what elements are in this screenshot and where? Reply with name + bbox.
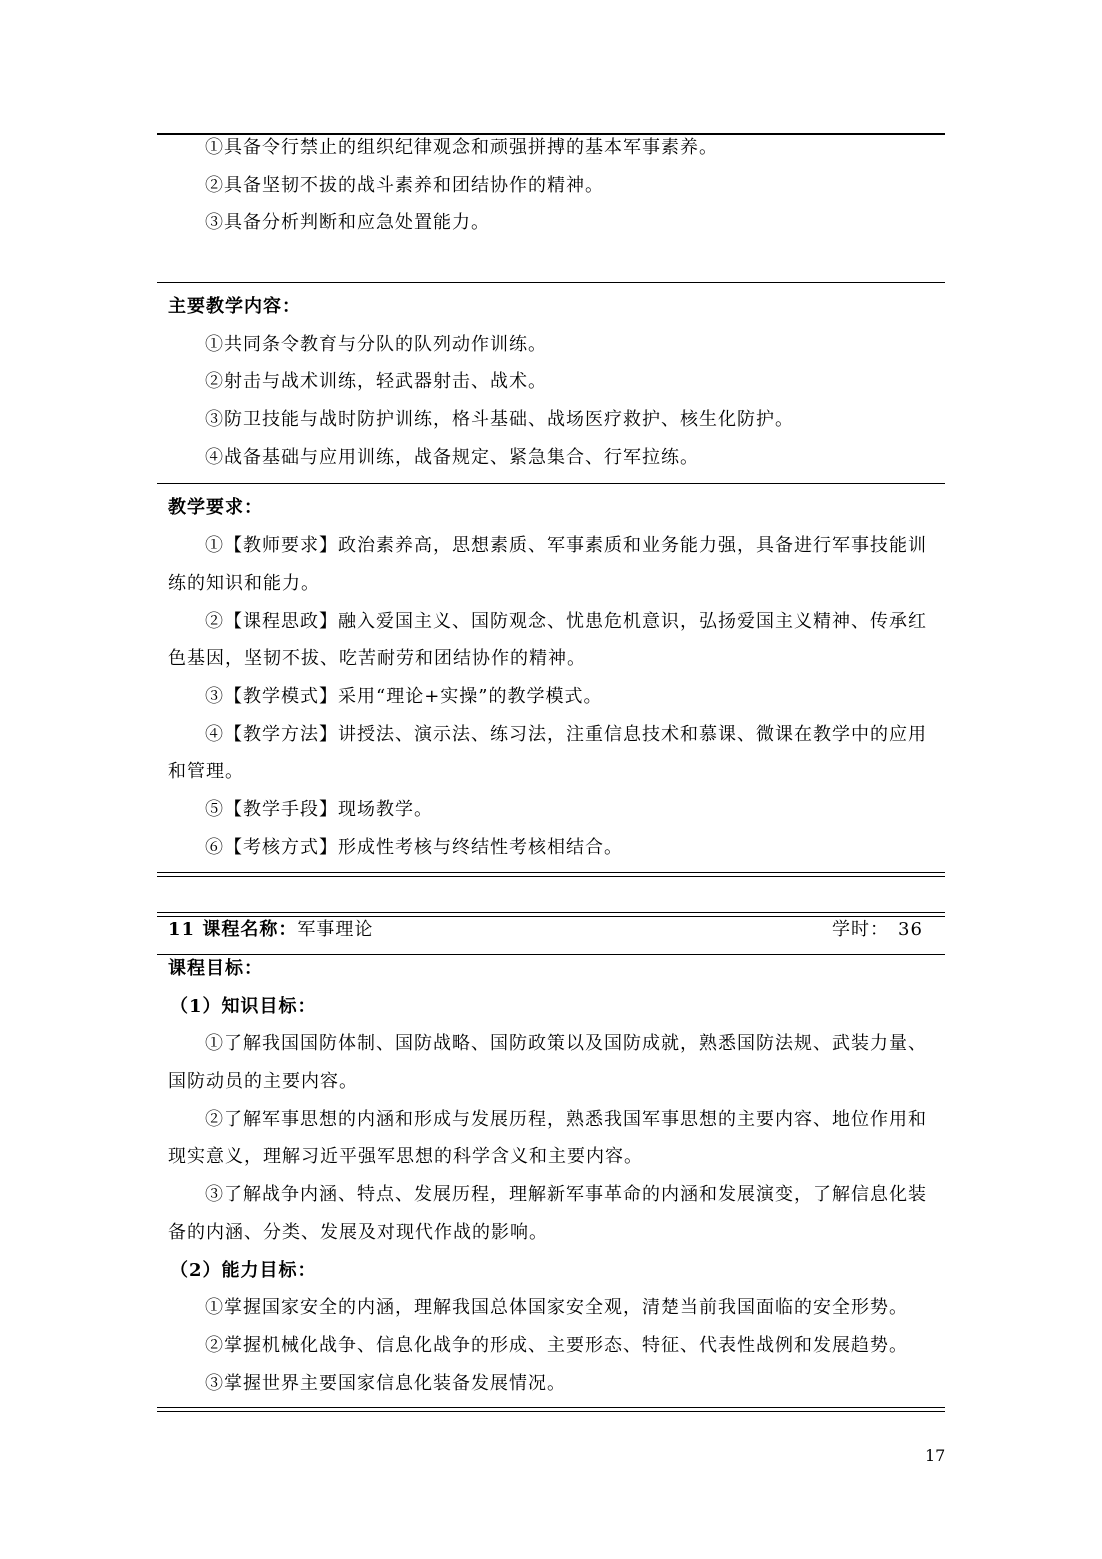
content-item-2: ②射击与战术训练，轻武器射击、战术。 [205, 371, 547, 392]
table-top-rule-double [157, 916, 945, 917]
table-top-rule [157, 133, 945, 135]
table-bottom-rule-double [157, 876, 945, 877]
requirement-method: ④【教学方法】讲授法、演示法、练习法，注重信息技术和慕课、微课在教学中的应用 [205, 724, 927, 745]
content-item-3: ③防卫技能与战时防护训练，格斗基础、战场医疗救护、核生化防护。 [205, 409, 794, 430]
table-bottom-rule [157, 872, 945, 873]
requirement-mode: ③【教学模式】采用“理论+实操”的教学模式。 [205, 686, 603, 707]
requirement-teacher: ①【教师要求】政治素养高，思想素质、军事素质和业务能力强，具备进行军事技能训 [205, 535, 927, 556]
course-hours: 36 [898, 919, 923, 940]
section-divider [157, 954, 945, 955]
requirement-ideology-cont: 色基因，坚韧不拔、吃苦耐劳和团结协作的精神。 [168, 648, 586, 669]
goal-item-1: ①具备令行禁止的组织纪律观念和顽强拼搏的基本军事素养。 [205, 137, 718, 158]
requirement-teacher-cont: 练的知识和能力。 [168, 573, 320, 594]
table-top-rule [157, 912, 945, 913]
requirement-ideology: ②【课程思政】融入爱国主义、国防观念、忧患危机意识，弘扬爱国主义精神、传承红 [205, 611, 927, 632]
knowledge-item-3: ③了解战争内涵、特点、发展历程，理解新军事革命的内涵和发展演变，了解信息化装 [205, 1184, 927, 1205]
content-item-4: ④战备基础与应用训练，战备规定、紧急集合、行军拉练。 [205, 447, 699, 468]
ability-item-1: ①掌握国家安全的内涵，理解我国总体国家安全观，清楚当前我国面临的安全形势。 [205, 1297, 908, 1318]
page-number: 17 [925, 1446, 946, 1465]
ability-item-2: ②掌握机械化战争、信息化战争的形成、主要形态、特征、代表性战例和发展趋势。 [205, 1335, 908, 1356]
section-divider [157, 282, 945, 283]
course-title-row [168, 918, 373, 942]
content-heading: 主要教学内容： [168, 296, 301, 317]
goals-heading: 课程目标： [168, 958, 263, 979]
knowledge-item-3-cont: 备的内涵、分类、发展及对现代作战的影响。 [168, 1222, 548, 1243]
content-item-1: ①共同条令教育与分队的队列动作训练。 [205, 334, 547, 355]
requirement-means: ⑤【教学手段】现场教学。 [205, 799, 433, 820]
requirement-assessment: ⑥【考核方式】形成性考核与终结性考核相结合。 [205, 837, 623, 858]
table-bottom-rule [157, 1407, 945, 1408]
ability-item-3: ③掌握世界主要国家信息化装备发展情况。 [205, 1373, 566, 1394]
section-divider [157, 483, 945, 484]
knowledge-heading: （1）知识目标： [170, 996, 317, 1017]
course-name-label: 11 课程名称： [168, 919, 298, 940]
knowledge-item-1: ①了解我国国防体制、国防战略、国防政策以及国防成就，熟悉国防法规、武装力量、 [205, 1033, 927, 1054]
requirements-heading: 教学要求： [168, 497, 263, 518]
course-hours-label: 学时： [832, 919, 889, 940]
table-bottom-rule-double [157, 1411, 945, 1412]
knowledge-item-2: ②了解军事思想的内涵和形成与发展历程，熟悉我国军事思想的主要内容、地位作用和 [205, 1109, 927, 1130]
knowledge-item-1-cont: 国防动员的主要内容。 [168, 1071, 358, 1092]
ability-heading: （2）能力目标： [170, 1260, 317, 1281]
goal-item-2: ②具备坚韧不拔的战斗素养和团结协作的精神。 [205, 175, 604, 196]
course-name: 军事理论 [297, 919, 374, 940]
goal-item-3: ③具备分析判断和应急处置能力。 [205, 212, 490, 233]
requirement-method-cont: 和管理。 [168, 761, 244, 782]
knowledge-item-2-cont: 现实意义，理解习近平强军思想的科学含义和主要内容。 [168, 1146, 643, 1167]
